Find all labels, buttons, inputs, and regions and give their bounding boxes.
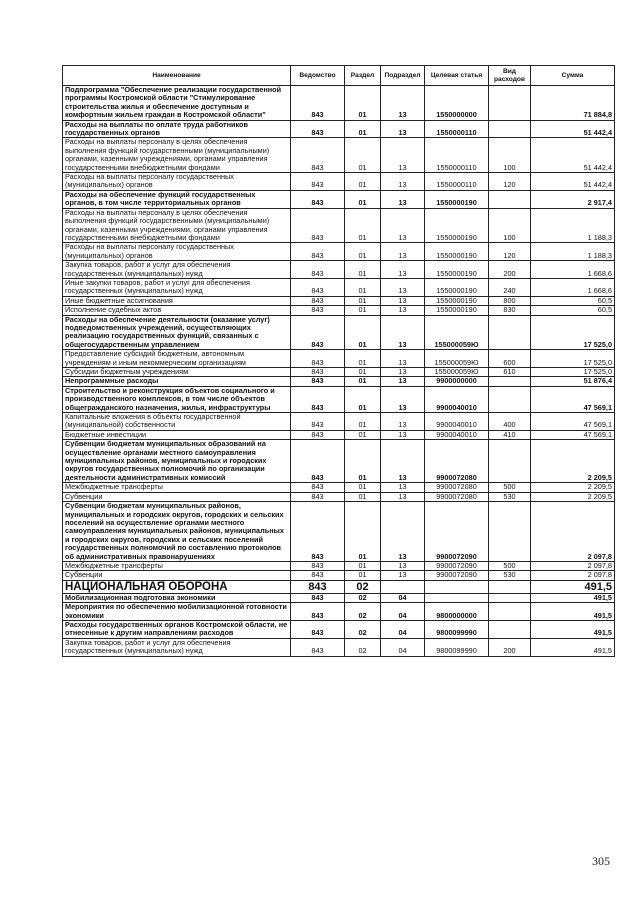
row-department-cell: 843 bbox=[291, 440, 345, 483]
row-amount-cell: 1 668,6 bbox=[531, 261, 615, 279]
row-target-article-cell: 1550000190 bbox=[425, 243, 489, 261]
row-expense-type-cell: 800 bbox=[489, 296, 531, 305]
row-department-cell: 843 bbox=[291, 483, 345, 492]
row-name-cell: Расходы на обеспечение деятельности (оказание услуг) подведомственных учреждений, осуществляющих реализацию государственных функций, связанных с общегосударственным управлением bbox=[63, 315, 291, 350]
row-target-article-cell: 9900000000 bbox=[425, 377, 489, 386]
row-section-cell: 01 bbox=[345, 86, 381, 121]
row-target-article-cell: 1550000110 bbox=[425, 138, 489, 173]
row-expense-type-cell: 120 bbox=[489, 243, 531, 261]
table-row bbox=[63, 492, 615, 501]
row-section-cell: 01 bbox=[345, 502, 381, 562]
row-name-cell: Бюджетные инвестиции bbox=[63, 430, 291, 439]
row-expense-type-cell: 100 bbox=[489, 208, 531, 243]
row-subsection-cell: 04 bbox=[381, 593, 425, 602]
table-row bbox=[63, 483, 615, 492]
row-subsection-cell: 13 bbox=[381, 386, 425, 412]
row-name-cell: Субвенции бюджетам муниципальных образований на осуществление органами местного самоуправления муниципальных районов, муниципальных и городских округов государственных полномочий по организации деятельности административных комиссий bbox=[63, 440, 291, 483]
row-expense-type-cell bbox=[489, 190, 531, 208]
row-name-cell: Строительство и реконструкция объектов социального и производственного комплексов, в том числе объектов общегражданского назначения, жилья, инфраструктуры bbox=[63, 386, 291, 412]
table-row bbox=[63, 430, 615, 439]
row-name-cell: Мероприятия по обеспечению мобилизационной готовности экономики bbox=[63, 603, 291, 621]
row-name-cell: Межбюджетные трансферты bbox=[63, 561, 291, 570]
row-subsection-cell: 13 bbox=[381, 502, 425, 562]
row-name-cell: Расходы на выплаты персоналу государственных (муниципальных) органов bbox=[63, 173, 291, 191]
row-department-cell: 843 bbox=[291, 430, 345, 439]
row-target-article-cell: 9900040010 bbox=[425, 386, 489, 412]
table-header-row bbox=[63, 66, 615, 86]
row-subsection-cell: 13 bbox=[381, 306, 425, 315]
row-amount-cell: 1 668,6 bbox=[531, 278, 615, 296]
row-amount-cell: 51 876,4 bbox=[531, 377, 615, 386]
row-subsection-cell: 13 bbox=[381, 440, 425, 483]
row-subsection-cell: 13 bbox=[381, 120, 425, 138]
header-section: Раздел bbox=[345, 66, 381, 86]
row-department-cell: 843 bbox=[291, 386, 345, 412]
row-amount-cell: 1 188,3 bbox=[531, 208, 615, 243]
row-subsection-cell: 13 bbox=[381, 190, 425, 208]
row-department-cell: 843 bbox=[291, 190, 345, 208]
row-amount-cell: 17 525,0 bbox=[531, 350, 615, 368]
row-subsection-cell: 13 bbox=[381, 315, 425, 350]
table-row bbox=[63, 386, 615, 412]
row-name-cell: НАЦИОНАЛЬНАЯ ОБОРОНА bbox=[63, 580, 291, 593]
row-section-cell: 01 bbox=[345, 483, 381, 492]
row-subsection-cell: 13 bbox=[381, 571, 425, 580]
row-amount-cell: 491,5 bbox=[531, 638, 615, 656]
row-section-cell: 02 bbox=[345, 593, 381, 602]
row-section-cell: 01 bbox=[345, 173, 381, 191]
row-name-cell: Субвенции бюджетам муниципальных районов, муниципальных и городских округов, городских и сельских поселений на осуществление органами местного самоуправления муниципальных районов, муниципальных и городских округов, городских и сельских поселений государственных полномочий по составлению протоколов об административных правонарушениях bbox=[63, 502, 291, 562]
row-department-cell: 843 bbox=[291, 173, 345, 191]
row-expense-type-cell: 600 bbox=[489, 350, 531, 368]
row-expense-type-cell: 410 bbox=[489, 430, 531, 439]
row-amount-cell: 1 188,3 bbox=[531, 243, 615, 261]
row-target-article-cell: 9900072080 bbox=[425, 492, 489, 501]
row-amount-cell: 47 569,1 bbox=[531, 413, 615, 431]
row-section-cell: 01 bbox=[345, 571, 381, 580]
row-name-cell: Иные закупки товаров, работ и услуг для обеспечения государственных (муниципальных) нужд bbox=[63, 278, 291, 296]
row-expense-type-cell bbox=[489, 502, 531, 562]
row-subsection-cell: 13 bbox=[381, 243, 425, 261]
row-expense-type-cell: 120 bbox=[489, 173, 531, 191]
row-expense-type-cell bbox=[489, 377, 531, 386]
row-department-cell: 843 bbox=[291, 138, 345, 173]
row-name-cell: Мобилизационная подготовка экономики bbox=[63, 593, 291, 602]
row-section-cell: 01 bbox=[345, 492, 381, 501]
row-name-cell: Иные бюджетные ассигнования bbox=[63, 296, 291, 305]
row-target-article-cell bbox=[425, 580, 489, 593]
row-expense-type-cell bbox=[489, 386, 531, 412]
row-target-article-cell: 9900072080 bbox=[425, 483, 489, 492]
row-target-article-cell: 1550000190 bbox=[425, 278, 489, 296]
row-section-cell: 01 bbox=[345, 386, 381, 412]
row-target-article-cell: 9900072080 bbox=[425, 440, 489, 483]
row-section-cell: 01 bbox=[345, 306, 381, 315]
row-subsection-cell: 13 bbox=[381, 173, 425, 191]
row-department-cell: 843 bbox=[291, 377, 345, 386]
row-name-cell: Расходы на обеспечение функций государственных органов, в том числе территориальных органов bbox=[63, 190, 291, 208]
row-section-cell: 01 bbox=[345, 561, 381, 570]
table-row bbox=[63, 173, 615, 191]
row-amount-cell: 71 884,8 bbox=[531, 86, 615, 121]
row-section-cell: 01 bbox=[345, 315, 381, 350]
table-row bbox=[63, 368, 615, 377]
row-amount-cell: 17 525,0 bbox=[531, 368, 615, 377]
row-subsection-cell: 04 bbox=[381, 620, 425, 638]
row-section-cell: 01 bbox=[345, 243, 381, 261]
row-amount-cell: 51 442,4 bbox=[531, 173, 615, 191]
row-subsection-cell: 13 bbox=[381, 483, 425, 492]
row-name-cell: Субсидии бюджетным учреждениям bbox=[63, 368, 291, 377]
row-name-cell: Расходы на выплаты персоналу в целях обеспечения выполнения функций государственными (муниципальными) органами, казенными учреждениями, органами управления государственными внебюджетными фондами bbox=[63, 208, 291, 243]
row-subsection-cell: 13 bbox=[381, 278, 425, 296]
row-amount-cell: 491,5 bbox=[531, 620, 615, 638]
table-row bbox=[63, 243, 615, 261]
page-number: 305 bbox=[592, 854, 610, 868]
budget-table-container bbox=[62, 65, 614, 657]
row-name-cell: Предоставление субсидий бюджетным, автономным учреждениям и иным некоммерческим организациям bbox=[63, 350, 291, 368]
row-target-article-cell: 1550000110 bbox=[425, 120, 489, 138]
row-subsection-cell: 13 bbox=[381, 296, 425, 305]
row-department-cell: 843 bbox=[291, 502, 345, 562]
table-row bbox=[63, 593, 615, 602]
row-subsection-cell: 13 bbox=[381, 86, 425, 121]
row-expense-type-cell bbox=[489, 580, 531, 593]
row-section-cell: 01 bbox=[345, 208, 381, 243]
row-subsection-cell: 13 bbox=[381, 208, 425, 243]
table-row bbox=[63, 440, 615, 483]
row-name-cell: Межбюджетные трансферты bbox=[63, 483, 291, 492]
row-amount-cell: 2 209,5 bbox=[531, 440, 615, 483]
row-subsection-cell: 13 bbox=[381, 561, 425, 570]
row-amount-cell: 491,5 bbox=[531, 580, 615, 593]
row-expense-type-cell: 100 bbox=[489, 138, 531, 173]
table-row bbox=[63, 620, 615, 638]
row-expense-type-cell: 400 bbox=[489, 413, 531, 431]
row-subsection-cell: 13 bbox=[381, 350, 425, 368]
row-amount-cell: 47 569,1 bbox=[531, 386, 615, 412]
row-department-cell: 843 bbox=[291, 571, 345, 580]
row-expense-type-cell bbox=[489, 593, 531, 602]
row-amount-cell: 17 525,0 bbox=[531, 315, 615, 350]
table-row bbox=[63, 190, 615, 208]
row-subsection-cell: 13 bbox=[381, 492, 425, 501]
row-name-cell: Закупка товаров, работ и услуг для обеспечения государственных (муниципальных) нужд bbox=[63, 638, 291, 656]
row-name-cell: Субвенции bbox=[63, 492, 291, 501]
row-department-cell: 843 bbox=[291, 261, 345, 279]
row-department-cell: 843 bbox=[291, 368, 345, 377]
row-target-article-cell: 9900040010 bbox=[425, 413, 489, 431]
row-target-article-cell: 155000059Ю bbox=[425, 350, 489, 368]
row-department-cell: 843 bbox=[291, 561, 345, 570]
row-department-cell: 843 bbox=[291, 350, 345, 368]
row-expense-type-cell bbox=[489, 315, 531, 350]
table-row bbox=[63, 306, 615, 315]
row-target-article-cell: 1550000190 bbox=[425, 296, 489, 305]
row-target-article-cell bbox=[425, 593, 489, 602]
table-body bbox=[63, 86, 615, 657]
row-department-cell: 843 bbox=[291, 580, 345, 593]
row-target-article-cell: 1550000110 bbox=[425, 173, 489, 191]
row-department-cell: 843 bbox=[291, 243, 345, 261]
row-expense-type-cell bbox=[489, 440, 531, 483]
row-subsection-cell: 04 bbox=[381, 638, 425, 656]
row-department-cell: 843 bbox=[291, 638, 345, 656]
row-amount-cell: 47 569,1 bbox=[531, 430, 615, 439]
row-section-cell: 01 bbox=[345, 440, 381, 483]
row-section-cell: 01 bbox=[345, 296, 381, 305]
table-row bbox=[63, 571, 615, 580]
row-name-cell: Субвенции bbox=[63, 571, 291, 580]
row-expense-type-cell: 500 bbox=[489, 483, 531, 492]
row-department-cell: 843 bbox=[291, 86, 345, 121]
row-amount-cell: 491,5 bbox=[531, 603, 615, 621]
row-expense-type-cell bbox=[489, 86, 531, 121]
row-department-cell: 843 bbox=[291, 208, 345, 243]
row-department-cell: 843 bbox=[291, 120, 345, 138]
row-name-cell: Капитальные вложения в объекты государственной (муниципальной) собственности bbox=[63, 413, 291, 431]
row-amount-cell: 2 097,8 bbox=[531, 502, 615, 562]
row-section-cell: 01 bbox=[345, 350, 381, 368]
row-target-article-cell: 155000059Ю bbox=[425, 368, 489, 377]
row-name-cell: Расходы государственных органов Костромской области, не отнесенные к другим направлениям расходов bbox=[63, 620, 291, 638]
row-expense-type-cell: 200 bbox=[489, 638, 531, 656]
table-row bbox=[63, 120, 615, 138]
row-section-cell: 02 bbox=[345, 603, 381, 621]
table-row bbox=[63, 638, 615, 656]
row-expense-type-cell: 500 bbox=[489, 561, 531, 570]
row-name-cell: Подпрограмма "Обеспечение реализации государственной программы Костромской области "Стимулирование строительства жилья и обеспечение доступным и комфортным жильем граждан в Костромской области" bbox=[63, 86, 291, 121]
row-department-cell: 843 bbox=[291, 593, 345, 602]
row-expense-type-cell bbox=[489, 120, 531, 138]
row-target-article-cell: 155000059Ю bbox=[425, 315, 489, 350]
row-target-article-cell: 9900040010 bbox=[425, 430, 489, 439]
row-target-article-cell: 9900072090 bbox=[425, 502, 489, 562]
table-row bbox=[63, 350, 615, 368]
table-row bbox=[63, 278, 615, 296]
row-department-cell: 843 bbox=[291, 315, 345, 350]
row-amount-cell: 2 917,4 bbox=[531, 190, 615, 208]
table-row bbox=[63, 296, 615, 305]
table-row bbox=[63, 315, 615, 350]
table-row bbox=[63, 208, 615, 243]
row-target-article-cell: 1550000190 bbox=[425, 190, 489, 208]
row-name-cell: Закупка товаров, работ и услуг для обеспечения государственных (муниципальных) нужд bbox=[63, 261, 291, 279]
row-section-cell: 02 bbox=[345, 620, 381, 638]
row-department-cell: 843 bbox=[291, 603, 345, 621]
row-amount-cell: 2 097,8 bbox=[531, 571, 615, 580]
row-expense-type-cell: 200 bbox=[489, 261, 531, 279]
row-expense-type-cell: 530 bbox=[489, 492, 531, 501]
row-target-article-cell: 9800099990 bbox=[425, 638, 489, 656]
table-row bbox=[63, 138, 615, 173]
row-name-cell: Расходы на выплаты по оплате труда работников государственных органов bbox=[63, 120, 291, 138]
row-amount-cell: 2 209,5 bbox=[531, 492, 615, 501]
row-subsection-cell: 13 bbox=[381, 261, 425, 279]
row-subsection-cell: 04 bbox=[381, 603, 425, 621]
row-section-cell: 01 bbox=[345, 138, 381, 173]
table-row bbox=[63, 561, 615, 570]
row-section-cell: 01 bbox=[345, 261, 381, 279]
row-subsection-cell: 13 bbox=[381, 368, 425, 377]
row-target-article-cell: 1550000190 bbox=[425, 261, 489, 279]
row-department-cell: 843 bbox=[291, 296, 345, 305]
row-amount-cell: 60,5 bbox=[531, 296, 615, 305]
row-name-cell: Расходы на выплаты персоналу в целях обеспечения выполнения функций государственными (муниципальными) органами, казенными учреждениями, органами управления государственными внебюджетными фондами bbox=[63, 138, 291, 173]
row-expense-type-cell: 240 bbox=[489, 278, 531, 296]
row-target-article-cell: 9800099990 bbox=[425, 620, 489, 638]
row-target-article-cell: 1550000190 bbox=[425, 208, 489, 243]
row-department-cell: 843 bbox=[291, 306, 345, 315]
table-row bbox=[63, 580, 615, 593]
row-name-cell: Непрограммные расходы bbox=[63, 377, 291, 386]
budget-table bbox=[62, 65, 615, 657]
row-expense-type-cell: 610 bbox=[489, 368, 531, 377]
row-amount-cell: 2 097,8 bbox=[531, 561, 615, 570]
header-name: Наименование bbox=[63, 66, 291, 86]
row-name-cell: Исполнение судебных актов bbox=[63, 306, 291, 315]
row-amount-cell: 60,5 bbox=[531, 306, 615, 315]
row-department-cell: 843 bbox=[291, 413, 345, 431]
row-target-article-cell: 9800000000 bbox=[425, 603, 489, 621]
row-expense-type-cell: 830 bbox=[489, 306, 531, 315]
table-row bbox=[63, 502, 615, 562]
table-row bbox=[63, 377, 615, 386]
row-expense-type-cell: 530 bbox=[489, 571, 531, 580]
row-target-article-cell: 9900072090 bbox=[425, 571, 489, 580]
row-department-cell: 843 bbox=[291, 278, 345, 296]
table-row bbox=[63, 603, 615, 621]
row-subsection-cell: 13 bbox=[381, 413, 425, 431]
row-subsection-cell: 13 bbox=[381, 430, 425, 439]
row-department-cell: 843 bbox=[291, 492, 345, 501]
row-section-cell: 01 bbox=[345, 377, 381, 386]
row-target-article-cell: 1550000190 bbox=[425, 306, 489, 315]
row-amount-cell: 51 442,4 bbox=[531, 138, 615, 173]
row-section-cell: 02 bbox=[345, 580, 381, 593]
row-subsection-cell: 13 bbox=[381, 377, 425, 386]
row-section-cell: 01 bbox=[345, 413, 381, 431]
row-expense-type-cell bbox=[489, 603, 531, 621]
row-subsection-cell bbox=[381, 580, 425, 593]
header-target-article: Целевая статья bbox=[425, 66, 489, 86]
header-amount: Сумма bbox=[531, 66, 615, 86]
row-target-article-cell: 1550000000 bbox=[425, 86, 489, 121]
row-amount-cell: 2 209,5 bbox=[531, 483, 615, 492]
row-section-cell: 01 bbox=[345, 190, 381, 208]
table-row bbox=[63, 413, 615, 431]
header-department: Ведомство bbox=[291, 66, 345, 86]
row-section-cell: 01 bbox=[345, 430, 381, 439]
row-department-cell: 843 bbox=[291, 620, 345, 638]
row-section-cell: 01 bbox=[345, 120, 381, 138]
row-subsection-cell: 13 bbox=[381, 138, 425, 173]
table-row bbox=[63, 86, 615, 121]
row-section-cell: 01 bbox=[345, 368, 381, 377]
row-target-article-cell: 9900072090 bbox=[425, 561, 489, 570]
table-row bbox=[63, 261, 615, 279]
header-expense-type: Вид расходов bbox=[489, 66, 531, 86]
row-section-cell: 02 bbox=[345, 638, 381, 656]
row-name-cell: Расходы на выплаты персоналу государственных (муниципальных) органов bbox=[63, 243, 291, 261]
row-amount-cell: 491,5 bbox=[531, 593, 615, 602]
row-amount-cell: 51 442,4 bbox=[531, 120, 615, 138]
row-expense-type-cell bbox=[489, 620, 531, 638]
row-section-cell: 01 bbox=[345, 278, 381, 296]
header-subsection: Подраздел bbox=[381, 66, 425, 86]
